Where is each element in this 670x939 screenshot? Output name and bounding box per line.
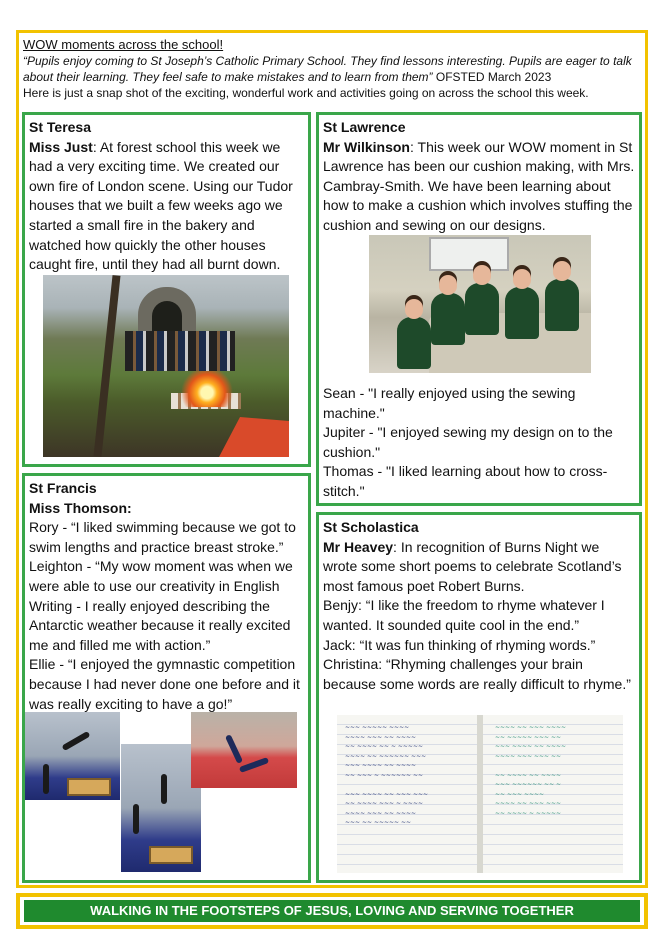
- intro-section: [23, 37, 641, 101]
- report-text: : In recognition of Burns Night we wrote some short poems to celebrate Scotland’s most famous poet Robert Burns.: [323, 538, 622, 594]
- handwriting-scribble-left: ~~~ ~~~~~ ~~~~ ~~~~ ~~~ ~~ ~~~~ ~~ ~~~~ ~~ ~ ~~~~~ ~~~~ ~~ ~~~~~~ ~~~ ~~~ ~~~~ ~~ ~~~~ ~~ ~~~ ~ ~~~~~~ ~~ ~~~ ~~~~ ~~ ~~~ ~~~ ~~ ~~~~ ~~~ ~ ~~~~ ~~~~ ~~~ ~~ ~~~~ ~~~ ~~ ~~~~~ ~~: [345, 724, 429, 826]
- pupil-quote: Sean - "I really enjoyed using the sewing machine.": [323, 385, 576, 421]
- gymnastics-photo: [191, 712, 297, 788]
- handwriting-scribble-right: ~~~~ ~~ ~~~ ~~~~ ~~ ~~~~~ ~~~ ~~ ~~~ ~~~~ ~~ ~~~~ ~~~~ ~~~ ~~~ ~~ ~~ ~~~~ ~~ ~~~~ ~~~ ~~~~~~ ~~ ~ ~~ ~~~ ~~~~ ~~~~ ~~ ~~~ ~~~ ~~ ~~~~ ~ ~~~~~: [495, 724, 567, 817]
- pupil-quote: Leighton - “My wow moment was when we were able to use our creativity in English Writing - I really enjoyed describing the Antarctic weather because it really excited me and filled me with action.”: [29, 558, 293, 653]
- teacher-name: Mr Heavey: [323, 538, 394, 555]
- notebook-gutter-shape: [477, 715, 483, 873]
- fire-shape: [181, 371, 233, 407]
- ofsted-quote-text: “Pupils enjoy coming to St Joseph’s Catholic Primary School. They find lessons interesting. Pupils are eager to talk about their learning. They feel safe to make mistakes and to learn from them”: [23, 54, 632, 84]
- class-report: [29, 138, 304, 275]
- footer-banner: [16, 893, 648, 929]
- forest-fire-photo: [43, 275, 289, 457]
- teacher-name: Mr Wilkinson: [323, 138, 410, 155]
- class-box-st-francis: [22, 473, 311, 883]
- ofsted-quote: [23, 53, 641, 85]
- school-motto: WALKING IN THE FOOTSTEPS OF JESUS, LOVING AND SERVING TOGETHER: [24, 900, 640, 922]
- class-box-st-teresa: [22, 112, 311, 467]
- vault-box-shape: [149, 846, 193, 864]
- handwritten-poems-photo: [337, 715, 623, 873]
- gymnast-shape: [161, 774, 167, 804]
- pupil-quote: Ellie - “I enjoyed the gymnastic competition because I had never done one before and it was really exciting to have a go!”: [29, 656, 300, 712]
- class-name: St Lawrence: [323, 119, 406, 135]
- class-name: St Francis: [29, 480, 97, 496]
- pupil-quote: Jupiter - "I enjoyed sewing my design on to the cushion.": [323, 424, 613, 460]
- pupil-shape: [465, 283, 499, 335]
- gymnast-shape: [225, 734, 243, 764]
- pupil-quote: Christina: “Rhyming challenges your brain because some words are really difficult to rhyme.”: [323, 656, 631, 692]
- pupil-quote: Rory - “I liked swimming because we got to swim lengths and practice breast stroke.”: [29, 519, 296, 555]
- coach-shape: [43, 764, 49, 794]
- teacher-name: Miss Just: [29, 138, 93, 155]
- class-box-st-lawrence: [316, 112, 642, 506]
- cushion-making-photo: [369, 235, 591, 373]
- pupil-shape: [397, 317, 431, 369]
- children-group-shape: [125, 331, 235, 371]
- tarp-shape: [219, 417, 289, 457]
- gymnastics-photo: [121, 744, 201, 872]
- pupil-quote: Jack: “It was fun thinking of rhyming words.”: [323, 636, 596, 653]
- teacher-name: Miss Thomson:: [29, 499, 132, 516]
- class-report: [323, 138, 635, 236]
- vault-box-shape: [67, 778, 111, 796]
- gymnast-shape: [62, 731, 91, 751]
- whiteboard-shape: [429, 237, 509, 271]
- coach-shape: [133, 804, 139, 834]
- gymnast-leg-shape: [239, 757, 269, 773]
- section-heading: WOW moments across the school!: [23, 37, 224, 52]
- report-text: : At forest school this week we had a very exciting time. We created our own fire of London scene. Using our Tudor houses that we built a few weeks ago we started a small fire in the bakery and watched how quickly the other houses caught fire, until they had all burnt down.: [29, 138, 293, 273]
- pupil-quotes: [323, 384, 637, 502]
- class-box-st-scholastica: [316, 512, 642, 883]
- pupil-shape: [545, 279, 579, 331]
- pupil-quote: Benjy: “I like the freedom to rhyme whatever I wanted. It sounded quite cool in the end.”: [323, 597, 605, 633]
- tunnel-shape: [138, 287, 196, 331]
- class-name: St Scholastica: [323, 519, 419, 535]
- tree-shape: [94, 275, 121, 457]
- intro-subline: Here is just a snap shot of the exciting, wonderful work and activities going on across the school this week.: [23, 86, 589, 100]
- class-report: [323, 538, 635, 597]
- ofsted-source: OFSTED March 2023: [432, 70, 552, 84]
- pupil-shape: [431, 293, 465, 345]
- pupil-shape: [505, 287, 539, 339]
- gymnastics-photo: [25, 712, 120, 800]
- report-text: : This week our WOW moment in St Lawrence has been our cushion making, with Mrs. Cambray-Smith. We have been learning about how to make a cushion which involves stuffing the cushion and sewing on our designs.: [323, 138, 635, 233]
- class-name: St Teresa: [29, 119, 91, 135]
- pupil-quote: Thomas - "I liked learning about how to cross-stitch.": [323, 463, 608, 499]
